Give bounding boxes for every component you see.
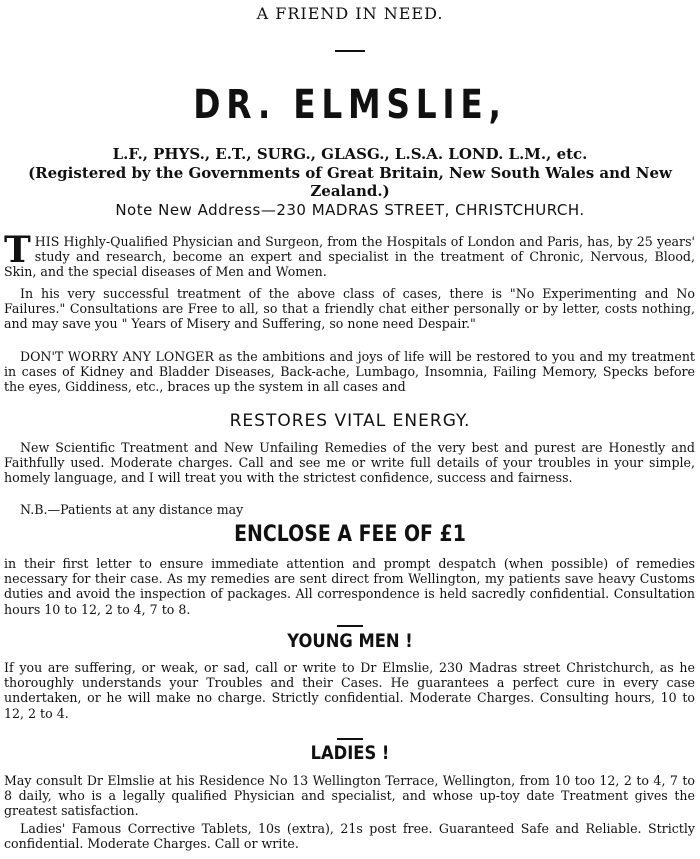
success-paragraph: In his very successful treatment of the above class of cases, there is "No Experimenting and No Failures." Consultations are Free to all, so that a friendly chat either personally or by letter, costs nothing, and may save you " Years of Misery and Suffering, so none need Despair." — [4, 286, 695, 332]
address-line: Note New Address—230 MADRAS STREET, CHRISTCHURCH. — [115, 201, 585, 219]
qualifications: L.F., PHYS., E.T., SURG., GLASG., L.S.A. LOND. L.M., etc. — [112, 145, 588, 163]
nb-line: N.B.—Patients at any distance may — [20, 502, 244, 517]
divider-rule — [337, 625, 363, 627]
fee-heading: ENCLOSE A FEE OF £1 — [234, 522, 466, 547]
tablets-paragraph: Ladies' Famous Corrective Tablets, 10s (extra), 21s post free. Guaranteed Safe and Reliable. Strictly confidential. Moderate Charges. Call or write. — [4, 821, 695, 852]
fee-paragraph: in their first letter to ensure immediate attention and prompt despatch (when possible) of remedies necessary for their case. As my remedies are sent direct from Wellington, my patients save heavy Customs duties and avoid the inspection of packages. All correspondence is held sacredly confidential. Consultation hours 10 to 12, 2 to 4, 7 to 8. — [4, 556, 695, 617]
young-men-paragraph: If you are suffering, or weak, or sad, call or write to Dr Elmslie, 230 Madras street Christchurch, as he thoroughly understands your Troubles and their Cases. He guarantees a perfect cure in every case undertaken, or he will make no charge. Strictly confidential. Moderate Charges. Consulting hours, 10 to 12, 2 to 4. — [4, 660, 695, 721]
worry-paragraph: DON'T WORRY ANY LONGER as the ambitions and joys of life will be restored to you and my treatment in cases of Kidney and Bladder Diseases, Back-ache, Lumbago, Insomnia, Failing Memory, Specks before the eyes, Giddiness, etc., braces up the system in all cases and — [4, 349, 695, 395]
scientific-paragraph: New Scientific Treatment and New Unfailing Remedies of the very best and purest are Honestly and Faithfully used. Moderate charges. Call and see me or write full details of your troubles in your simple, homely language, and I will treat you with the strictest confidence, success and fairness. — [4, 440, 695, 486]
divider-rule — [335, 50, 365, 52]
doctor-name: DR. ELMSLIE, — [193, 82, 507, 128]
headline: A FRIEND IN NEED. — [256, 4, 444, 23]
ladies-paragraph: May consult Dr Elmslie at his Residence No 13 Wellington Terrace, Wellington, from 10 too 12, 2 to 4, 7 to 8 daily, who is a legally qualified Physician and specialist, and whose up-toy date Treatment gives the greatest satisfaction. — [4, 773, 695, 819]
young-men-heading: YOUNG MEN ! — [287, 630, 413, 652]
divider-rule — [337, 738, 363, 740]
restores-heading: RESTORES VITAL ENERGY. — [229, 411, 471, 431]
registration-note: (Registered by the Governments of Great Britain, New South Wales and New Zealand.) — [28, 164, 672, 200]
intro-paragraph — [4, 229, 695, 280]
ladies-heading: LADIES ! — [310, 742, 390, 764]
intro-text: HIS Highly-Qualified Physician and Surgeon, from the Hospitals of London and Paris, has, by 25 years' study and research, become an expert and specialist in the treatment of Chronic, Nervous, Blood, Skin, and the special diseases of Men and Women. — [4, 234, 695, 280]
drop-cap: T — [4, 229, 31, 271]
